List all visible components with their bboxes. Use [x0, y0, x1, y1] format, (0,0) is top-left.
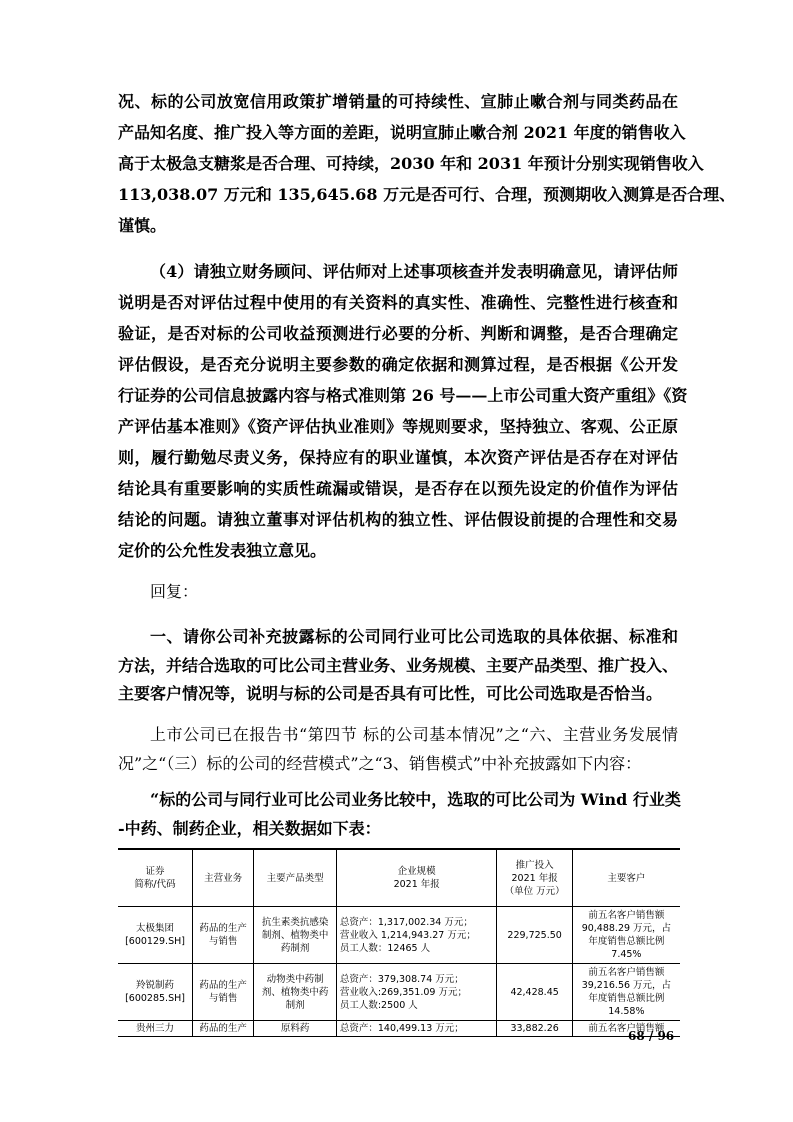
- cell-company: 太极集团 [600129.SH]: [118, 907, 193, 964]
- quote-text-line: -中药、制药企业，相关数据如下表：: [118, 818, 381, 838]
- table-row: [118, 964, 680, 1021]
- question-4-text-line: 验证，是否对标的公司收益预测进行必要的分析、判断和调整，是否合理确定: [118, 324, 678, 343]
- table-header-row: [118, 849, 680, 907]
- cell-scale: 总资产：140,499.13 万元；: [336, 1021, 497, 1037]
- question-text-line: 产品知名度、推广投入等方面的差距，说明宣肺止嗽合剂 2021 年度的销售收入: [118, 123, 686, 142]
- col-header-code: 证券 简称/代码: [118, 849, 193, 907]
- cell-business: 药品的生产 与销售: [193, 964, 254, 1021]
- question-4-text-line: 定价的公允性发表独立意见。: [118, 541, 327, 560]
- cell-customers: 前五名客户销售额 39,216.56 万元，占 年度销售总额比例 14.58%: [572, 964, 680, 1021]
- question-4-text-line: 评估假设，是否充分说明主要参数的确定依据和测算过程，是否根据《公开发: [118, 355, 678, 374]
- col-header-scale: 企业规模 2021 年报: [336, 849, 497, 907]
- question-4-text-line: 产评估基本准则》《资产评估执业准则》等规则要求，坚持独立、客观、公正原: [118, 417, 678, 436]
- col-header-customers: 主要客户: [572, 849, 680, 907]
- question-4-text-line: （4）请独立财务顾问、评估师对上述事项核查并发表明确意见，请评估师: [150, 262, 678, 281]
- page-number: 68 / 96: [628, 1029, 675, 1043]
- cell-product-type: 原料药: [254, 1021, 337, 1037]
- answer-intro-text-line: 况”之“（三）标的公司的经营模式”之“3、销售模式”中补充披露如下内容：: [118, 753, 642, 773]
- cell-promotion: 33,882.26: [497, 1021, 572, 1037]
- reply-label: 回复：: [150, 582, 199, 601]
- col-header-business: 主营业务: [193, 849, 254, 907]
- answer-intro-text-line: 上市公司已在报告书“第四节 标的公司基本情况”之“六、主营业务发展情: [150, 725, 678, 744]
- question-1-text-line: 方法，并结合选取的可比公司主营业务、业务规模、主要产品类型、推广投入、: [118, 655, 679, 675]
- cell-business: 药品的生产: [193, 1021, 254, 1037]
- cell-promotion: 229,725.50: [497, 907, 572, 964]
- cell-company: 贵州三力: [118, 1021, 193, 1037]
- table-row: [118, 1021, 680, 1037]
- quote-text-line: “标的公司与同行业可比公司业务比较中，选取的可比公司为 Wind 行业类: [150, 790, 681, 809]
- cell-business: 药品的生产 与销售: [193, 907, 254, 964]
- question-1-text-line: 主要客户情况等，说明与标的公司是否具有可比性，可比公司选取是否恰当。: [118, 684, 663, 703]
- cell-product-type: 抗生素类抗感染 制剂、植物类中 药制剂: [254, 907, 337, 964]
- col-header-promotion: 推广投入 2021 年报 （单位 万元）: [497, 849, 572, 907]
- question-text-line: 谨慎。: [118, 216, 167, 235]
- cell-company: 羚锐制药 [600285.SH]: [118, 964, 193, 1021]
- question-4-text-line: 结论的问题。请独立董事对评估机构的独立性、评估假设前提的合理性和交易: [118, 510, 678, 529]
- question-4-text-line: 则，履行勤勉尽责义务，保持应有的职业谨慎，本次资产评估是否存在对评估: [118, 448, 678, 467]
- comparable-companies-table: [118, 848, 680, 1037]
- question-text-line: 高于太极急支糖浆是否合理、可持续，2030 年和 2031 年预计分别实现销售收入: [118, 154, 704, 173]
- question-text-line: 113,038.07 万元和 135,645.68 万元是否可行、合理，预测期收入测算是否合理、: [118, 185, 736, 204]
- cell-customers: 前五名客户销售额: [572, 1021, 680, 1037]
- cell-promotion: 42,428.45: [497, 964, 572, 1021]
- question-4-text-line: 说明是否对评估过程中使用的有关资料的真实性、准确性、完整性进行核查和: [118, 293, 678, 312]
- question-4-text-line: 结论具有重要影响的实质性疏漏或错误，是否存在以预先设定的价值作为评估: [118, 479, 678, 498]
- col-header-product-type: 主要产品类型: [254, 849, 337, 907]
- question-text-line: 况、标的公司放宽信用政策扩增销量的可持续性、宣肺止嗽合剂与同类药品在: [118, 92, 678, 111]
- cell-scale: 总资产：1,317,002.34 万元； 营业收入 1,214,943.27 万元； 员工人数：12465 人: [336, 907, 497, 964]
- question-4-text-line: 行证券的公司信息披露内容与格式准则第 26 号——上市公司重大资产重组》《资: [118, 386, 688, 405]
- table-row: [118, 907, 680, 964]
- cell-product-type: 动物类中药制 剂、植物类中药 制剂: [254, 964, 337, 1021]
- question-1-text-line: 一、请你公司补充披露标的公司同行业可比公司选取的具体依据、标准和: [150, 627, 678, 646]
- cell-customers: 前五名客户销售额 90,488.29 万元，占 年度销售总额比例 7.45%: [572, 907, 680, 964]
- cell-scale: 总资产：379,308.74 万元； 营业收入:269,351.09 万元； 员工人数:2500 人: [336, 964, 497, 1021]
